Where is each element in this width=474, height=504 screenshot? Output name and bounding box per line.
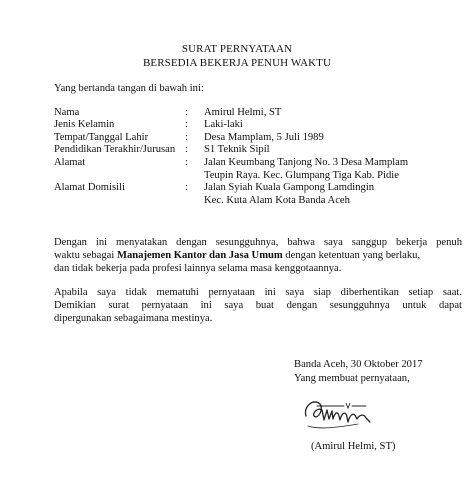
identity-value: Amirul Helmi, ST <box>204 107 282 118</box>
maker-label: Yang membuat pernyataan, <box>294 373 410 384</box>
intro-text: Yang bertanda tangan di bawah ini: <box>54 83 204 94</box>
colon-separator: : <box>185 107 188 118</box>
colon-separator: : <box>185 119 188 131</box>
position-title: Manajemen Kantor dan Jasa Umum <box>116 250 283 261</box>
identity-value-continued: Kec. Kuta Alam Kota Banda Aceh <box>204 195 350 207</box>
letter-subtitle: BERSEDIA BEKERJA PENUH WAKTU <box>142 57 332 69</box>
colon-separator: : <box>185 156 188 168</box>
identity-table <box>54 106 454 207</box>
letter-title: SURAT PERNYATAAN <box>181 43 293 55</box>
identity-row-gender <box>54 118 454 130</box>
identity-row-address <box>54 156 454 182</box>
consequence-paragraph <box>54 286 462 325</box>
identity-value: Laki-laki <box>204 119 243 131</box>
signature-icon <box>300 392 380 438</box>
identity-row-birth <box>54 131 454 143</box>
paragraph-line: Demikian surat pernyataan ini saya buat dengan sesungguhnya untuk dapat <box>54 300 462 311</box>
identity-label: Nama <box>54 107 80 118</box>
identity-value: Desa Mamplam, 5 Juli 1989 <box>204 131 324 143</box>
paragraph-text: waktu sebagai <box>54 250 117 261</box>
identity-label: Alamat <box>54 156 86 168</box>
identity-label: Jenis Kelamin <box>54 119 115 131</box>
signer-name: (Amirul Helmi, ST) <box>311 441 396 452</box>
identity-label: Tempat/Tanggal Lahir <box>54 131 149 143</box>
identity-row-education <box>54 143 454 155</box>
colon-separator: : <box>185 144 188 156</box>
colon-separator: : <box>185 131 188 143</box>
identity-row-domicile <box>54 181 454 207</box>
paragraph-line <box>54 249 462 262</box>
place-and-date: Banda Aceh, 30 Oktober 2017 <box>294 359 423 370</box>
identity-value: Jalan Syiah Kuala Gampong Lamdingin <box>204 182 375 194</box>
identity-label: Pendidikan Terakhir/Jurusan <box>54 144 176 156</box>
paragraph-text: dengan ketentuan yang berlaku, <box>282 250 421 261</box>
identity-value: Jalan Keumbang Tanjong No. 3 Desa Mamplam <box>204 156 409 168</box>
identity-value: S1 Teknik Sipil <box>204 144 270 156</box>
statement-paragraph <box>54 236 462 275</box>
identity-value-continued: Teupin Raya. Kec. Glumpang Tiga Kab. Pidie <box>204 169 399 181</box>
paragraph-line: Apabila saya tidak mematuhi pernyataan ini saya siap diberhentikan setiap saat. <box>54 287 462 298</box>
colon-separator: : <box>185 182 188 194</box>
paragraph-line: dan tidak bekerja pada profesi lainnya selama masa kenggotaannya. <box>54 263 342 274</box>
identity-label: Alamat Domisili <box>54 182 125 194</box>
paragraph-line: Dengan ini menyatakan dengan sesungguhnya, bahwa saya sanggup bekerja penuh <box>54 237 462 248</box>
paragraph-line: dipergunakan sebagaimana mestinya. <box>54 313 213 324</box>
identity-row-name <box>54 106 454 118</box>
